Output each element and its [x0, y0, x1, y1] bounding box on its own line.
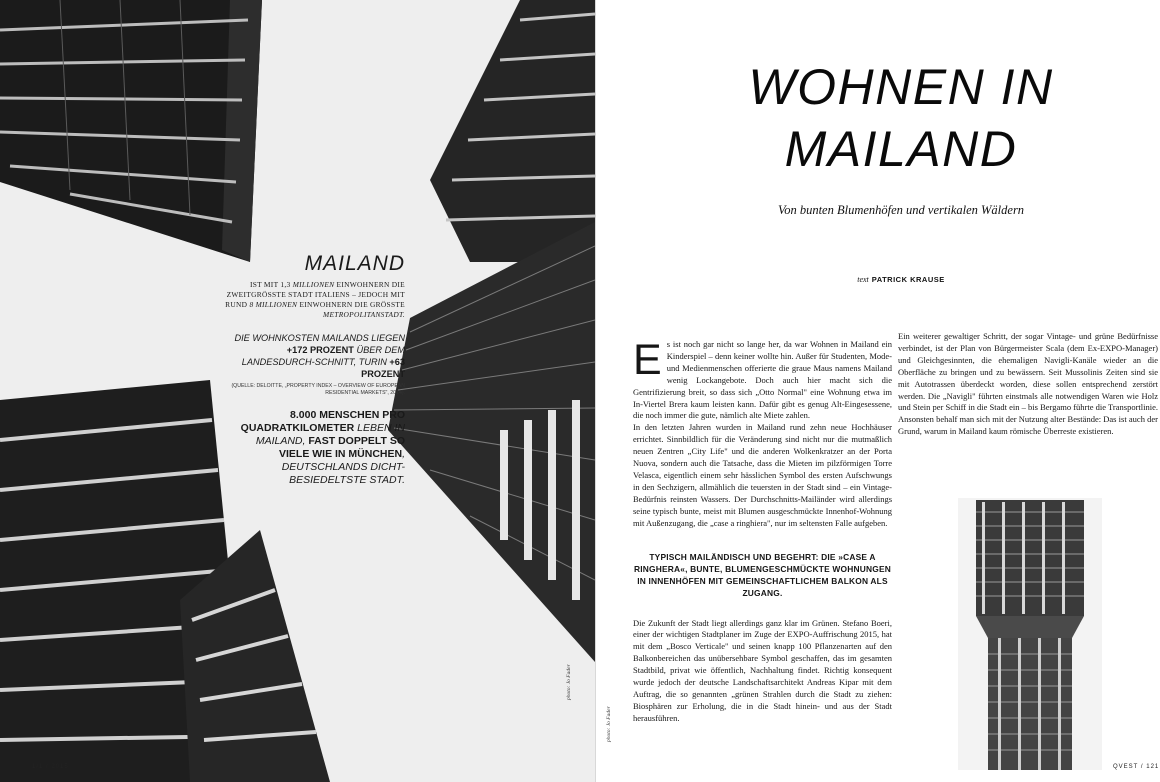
- fact-density: 8.000 MENSCHEN PRO QUADRATKILOMETER LEBEN IN MAILAND, FAST DOPPELT SO VIELE WIE IN MÜNCHEN, DEUTSCHLANDS DICHT-BESIEDELTSTE STADT.: [240, 409, 405, 486]
- article-column-1: [633, 336, 892, 725]
- paragraph-towers: In den letzten Jahren wurden in Mailand rund zehn neue Hochhäuser errichtet. Sinnbildlich für die Veränderung sind nicht nur die mutmaßlich neuen Zentren „City Life" und die anderen Wolkenkratzer an der Porta Nuova, sondern auch die Tatsache, dass die Mieten im pilzförmigen Torre Velasca, eigentlich einem sehr hässlichen Symbol des ersten Aufschwungs in den Sechzigern, allmählich die teuersten in der Stadt sind – ein Vintage-Bedürfnis reinsten Wassers. Der Durchschnitts-Mailänder wird allerdings seine typisch bunte, meist mit Blumen ausgeschmückte Innenhof-Wohnung mit Außenzugang, die „case a ringhiera", nur im seltensten Falle aufgeben.: [633, 422, 892, 528]
- page-folio-left: 1/1 / 2015: [32, 764, 69, 770]
- fact-population: IST MIT 1,3 MILLIONEN EINWOHNERN DIE ZWEITGRÖSSTE STADT ITALIENS – JEDOCH MIT RUND 8 MILLIONEN EINWOHNERN DIE GRÖSSTE METROPOLITANSTADT.: [225, 280, 405, 319]
- article-headline: WOHNEN IN MAILAND: [748, 59, 1054, 177]
- mailand-facts-sidebar: [225, 252, 405, 487]
- drop-cap: E: [633, 336, 662, 384]
- paragraph-intro: Es ist noch gar nicht so lange her, da war Wohnen in Mailand ein Kinderspiel – denn keiner wollte hin. Außer für Studenten, Mode- und Medienmenschen offerierte die graue Maus namens Mailand wenig Lockangebote. Doch auch hier macht sich die Gentrifizierung breit, so dass sich „Otto Normal" eine Wohnung etwa im In-Viertel Brera kaum leisten kann. Dafür gibt es genug Alt-Eingesessene, die noch immer die gute, nämlich alte Miete zahlen.: [633, 336, 892, 421]
- article-subheadline: Von bunten Blumenhöfen und vertikalen Wäldern: [777, 203, 1025, 217]
- torre-velasca-photo: [958, 498, 1102, 770]
- fact-housing-costs: DIE WOHNKOSTEN MAILANDS LIEGEN +172 PROZENT ÜBER DEM LANDESDURCH-SCHNITT, TURIN +63 PROZENT: [234, 333, 405, 379]
- sidebar-title: MAILAND: [304, 252, 405, 275]
- paragraph-green-future: Die Zukunft der Stadt liegt allerdings ganz klar im Grünen. Stefano Boeri, einer der wichtigen Stadtplaner im Zuge der EXPO-Auffrischung 2015, hat mit dem „Bosco Verticale" und seinen knapp 100 Pflanzenarten auf den Balkonbereichen das unübersehbare Symbol geschaffen, das im gesamten Stadtbild, privat wie öffentlich, Nachhaltung findet. Richtig konsequent wurde jedoch der deutsche Landschaftsarchitekt Andreas Kipar mit dem Auftrag, die so genannten „grünen Strahlen durch die Stadt zu ziehen: Biosphären zur Erholung, die in die Stadt hinein- und aus der Stadt herausführen.: [633, 617, 892, 723]
- article-column-2: [898, 331, 1158, 438]
- fact-source: (QUELLE: DELOITTE, „PROPERTY INDEX – OVERVIEW OF EUROPEAN RESIDENTIAL MARKETS", 2014).: [231, 383, 405, 396]
- right-page-article: [596, 0, 1160, 782]
- page-folio-right: QVEST / 121: [1113, 764, 1160, 770]
- pull-quote: TYPISCH MAILÄNDISCH UND BEGEHRT: DIE »CASE A RINGHERA«, BUNTE, BLUMENGESCHMÜCKTE WOHNUNGEN IN INNENHÖFEN MIT GEMEINSCHAFTLICHEM BALKON ALS ZUGANG.: [634, 551, 891, 598]
- paragraph-navigli: Ein weiterer gewaltiger Schritt, der sogar Vintage- und grüne Bedürfnisse verbindet, ist der Plan von Bürgermeister Scala (dem Ex-EXPO-Manager) und Gleichgesinnten, die ehemaligen Navigli-Kanäle wieder an die Oberfläche zu bringen und zu bewässern. Seit Mussolinis Zeiten sind sie mit Autotrassen überdeckt worden, diese sollen entsprechend zerstört werden. Die „Navigli" führten einstmals alle notwendigen Waren wie Holz und Stein per Schiff in die Stadt ein – bis Bergamo führte die Transportlinie. Ansonsten behalf man sich mit der Nutzung alter Bestände: Das ist auch der Grund, warum in Mailand kaum römische Überreste existieren.: [898, 331, 1158, 437]
- photo-credit-left: photo: Jo Fader: [566, 664, 572, 700]
- photo-credit-right: photo: Jo Fader: [606, 706, 612, 742]
- article-byline: text PATRICK KRAUSE: [857, 275, 945, 284]
